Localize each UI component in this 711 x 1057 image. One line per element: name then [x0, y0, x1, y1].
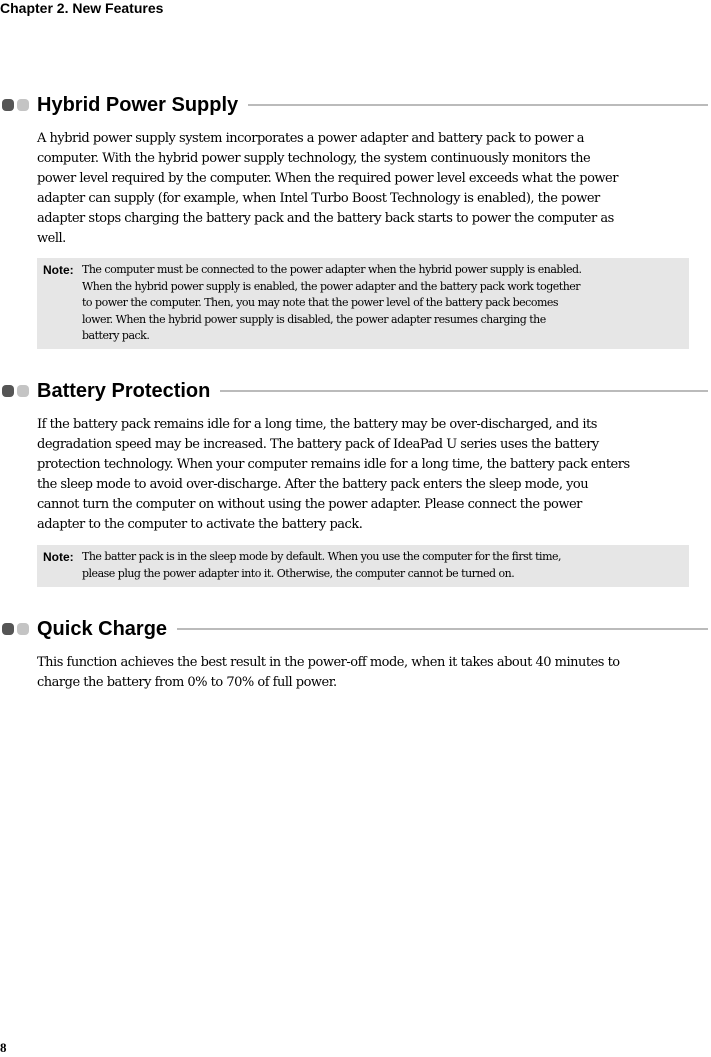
dark-bullet-icon: [2, 623, 14, 635]
note-box-battery-protection: [37, 545, 689, 587]
note-text: [82, 549, 561, 583]
heading-divider: [220, 390, 708, 392]
body-line: adapter to the computer to activate the battery pack.: [37, 517, 363, 532]
note-label: Note:: [43, 550, 74, 564]
note-line: to power the computer. Then, you may note that the power level of the battery pack becomes: [82, 296, 559, 309]
dark-bullet-icon: [2, 385, 14, 397]
note-line: When the hybrid power supply is enabled, the power adapter and the battery pack work together: [82, 279, 581, 293]
body-line: power level required by the computer. When the required power level exceeds what the power: [37, 171, 618, 186]
note-box-hybrid-power-supply: [37, 258, 689, 349]
body-line: charge the battery from 0% to 70% of full power.: [37, 675, 337, 690]
note-line: please plug the power adapter into it. Otherwise, the computer cannot be turned on.: [82, 566, 515, 580]
light-bullet-icon: [17, 623, 29, 635]
section-bullets: [2, 385, 32, 397]
body-line: computer. With the hybrid power supply technology, the system continuously monitors the: [37, 151, 591, 166]
dark-bullet-icon: [2, 99, 14, 111]
section-title: Quick Charge: [37, 617, 168, 640]
body-line: degradation speed may be increased. The battery pack of IdeaPad U series uses the battery: [37, 437, 599, 452]
section-heading-quick-charge: [2, 616, 708, 642]
section-title: Battery Protection: [37, 379, 211, 402]
heading-divider: [177, 628, 708, 630]
body-line: well.: [37, 231, 66, 246]
body-line: If the battery pack remains idle for a long time, the battery may be over-discharged, and its: [37, 417, 597, 432]
section-body-hybrid-power-supply: [37, 129, 711, 249]
section-title: Hybrid Power Supply: [37, 93, 239, 116]
light-bullet-icon: [17, 385, 29, 397]
heading-divider: [248, 104, 708, 106]
light-bullet-icon: [17, 99, 29, 111]
note-text: [82, 262, 582, 345]
note-line: battery pack.: [82, 329, 150, 342]
note-line: lower. When the hybrid power supply is disabled, the power adapter resumes charging the: [82, 312, 546, 326]
section-body-quick-charge: [37, 653, 711, 693]
chapter-header: Chapter 2. New Features: [0, 0, 164, 16]
body-line: A hybrid power supply system incorporates a power adapter and battery pack to power a: [37, 131, 584, 146]
note-line: The computer must be connected to the power adapter when the hybrid power supply is enabled.: [82, 263, 582, 276]
body-line: the sleep mode to avoid over-discharge. After the battery pack enters the sleep mode, you: [37, 477, 589, 492]
page-number: 8: [0, 1040, 7, 1055]
note-line: The batter pack is in the sleep mode by default. When you use the computer for the first time,: [82, 550, 562, 563]
note-label: Note:: [43, 263, 74, 277]
section-bullets: [2, 623, 32, 635]
body-line: This function achieves the best result in the power-off mode, when it takes about 40 minutes to: [37, 655, 620, 670]
body-line: protection technology. When your computer remains idle for a long time, the battery pack enters: [37, 457, 630, 472]
section-heading-battery-protection: [2, 378, 708, 404]
body-line: adapter stops charging the battery pack and the battery back starts to power the computer as: [37, 211, 614, 226]
body-line: adapter can supply (for example, when Intel Turbo Boost Technology is enabled), the power: [37, 191, 600, 206]
section-heading-hybrid-power-supply: [2, 92, 708, 118]
body-line: cannot turn the computer on without using the power adapter. Please connect the power: [37, 497, 582, 512]
section-body-battery-protection: [37, 415, 711, 535]
section-bullets: [2, 99, 32, 111]
